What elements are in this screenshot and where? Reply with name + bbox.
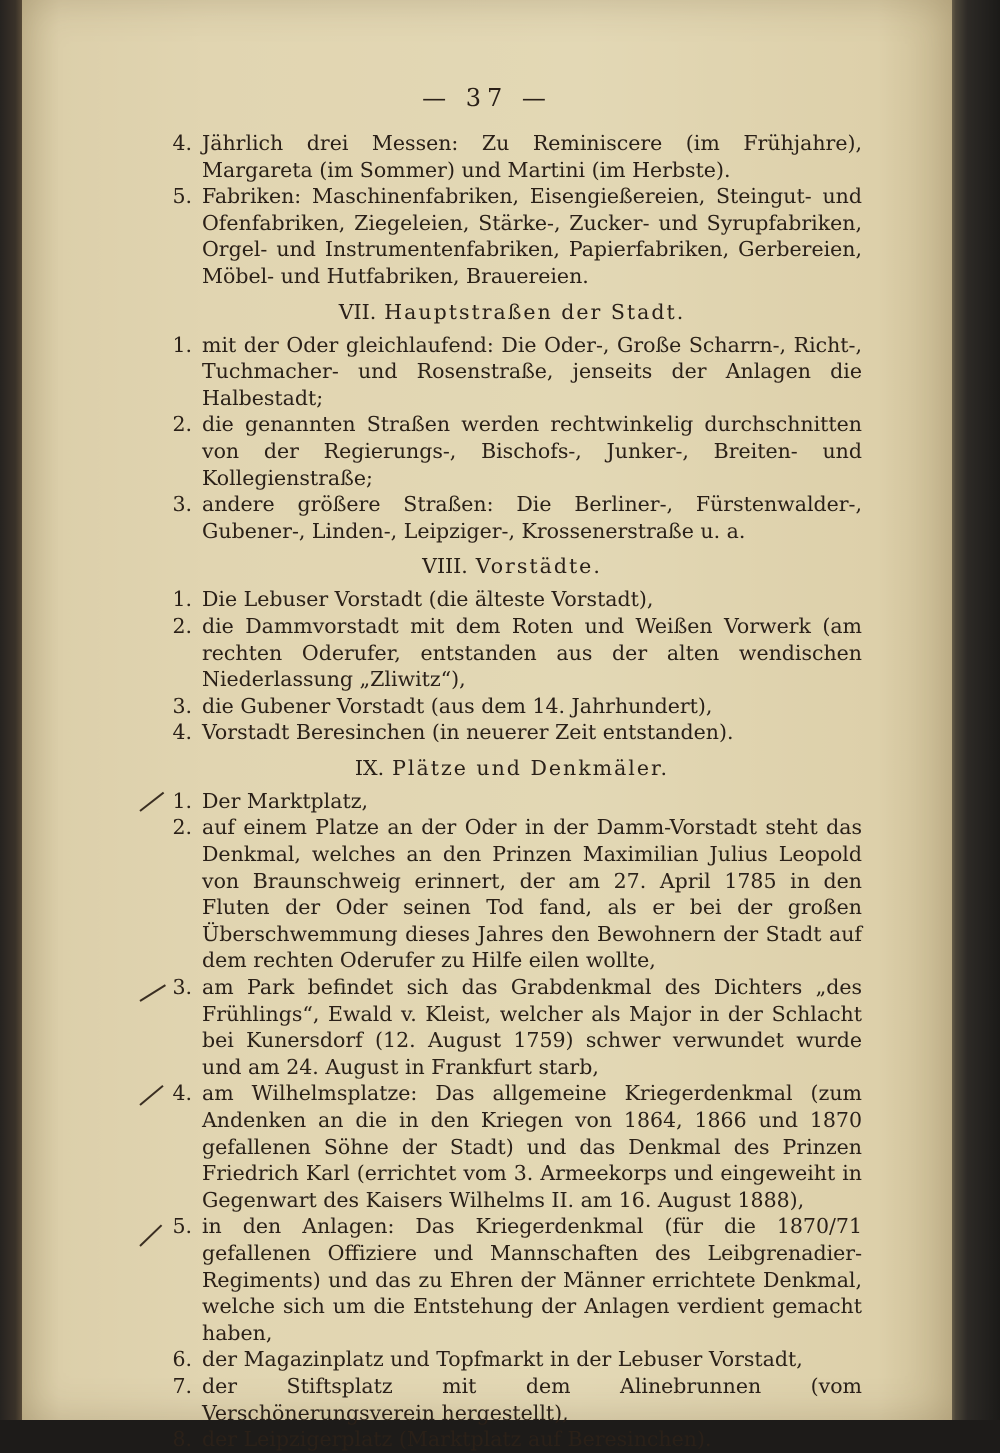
- item-number: 7.: [172, 1373, 192, 1398]
- list-item: [162, 974, 862, 1080]
- item-text: mit der Oder gleichlaufend: Die Oder-, Große Scharrn-, Richt-, Tuchmacher- und Rosenstraße, jenseits der Anlagen die Halbestadt;: [202, 332, 862, 410]
- list-item: [162, 613, 862, 693]
- section-heading: [162, 554, 862, 578]
- section-title: Vorstädte.: [475, 554, 602, 579]
- right-book-edge: [946, 0, 1000, 1420]
- pencil-mark: [139, 792, 164, 812]
- item-number: 3.: [172, 693, 192, 718]
- section-numeral: IX.: [354, 755, 385, 780]
- item-number: 1.: [172, 788, 192, 813]
- item-number: 1.: [172, 332, 192, 357]
- item-text: der Stiftsplatz mit dem Alinebrunnen (vom Verschönerungsverein hergestellt),: [202, 1373, 862, 1425]
- page-number: — 37 —: [422, 84, 552, 112]
- item-text: die Gubener Vorstadt (aus dem 14. Jahrhundert),: [202, 693, 713, 718]
- list-item: [162, 130, 862, 183]
- section-heading: [162, 300, 862, 324]
- item-text: Die Lebuser Vorstadt (die älteste Vorstadt),: [202, 587, 654, 612]
- item-number: 4.: [172, 720, 192, 745]
- item-number: 5.: [172, 184, 192, 209]
- item-text: die Dammvorstadt mit dem Roten und Weißen Vorwerk (am rechten Oderufer, entstanden aus der alten wendischen Niederlassung „Zliwitz“),: [202, 613, 862, 692]
- item-number: 3.: [172, 492, 192, 517]
- item-text: der Leipzigerplatz (Marktplatz auf Beresinchen).: [202, 1427, 712, 1452]
- item-number: 6.: [172, 1347, 192, 1372]
- list-item: [162, 814, 862, 974]
- item-text: Jährlich drei Messen: Zu Reminiscere (im Frühjahre), Margareta (im Sommer) und Martini (im Herbste).: [202, 131, 862, 182]
- list-item: [162, 411, 862, 491]
- list-item: [162, 491, 862, 544]
- pencil-mark: [139, 1225, 162, 1247]
- list-item: [162, 719, 862, 746]
- item-text: Der Marktplatz,: [202, 788, 369, 813]
- item-number: 5.: [172, 1214, 192, 1239]
- item-number: 2.: [172, 412, 192, 437]
- item-number: 3.: [172, 975, 192, 1000]
- item-text: Vorstadt Beresinchen (in neuerer Zeit entstanden).: [202, 720, 734, 745]
- list-item: [162, 1426, 862, 1453]
- item-text: der Magazinplatz und Topfmarkt in der Lebuser Vorstadt,: [202, 1347, 803, 1372]
- list-item: [162, 332, 862, 412]
- section-title: Hauptstraßen der Stadt.: [384, 299, 686, 324]
- list-item: [162, 1213, 862, 1346]
- item-number: 2.: [172, 815, 192, 840]
- section-heading: [162, 756, 862, 780]
- list-item: [162, 183, 862, 289]
- list-item: [162, 1373, 862, 1426]
- item-text: in den Anlagen: Das Kriegerdenkmal (für die 1870/71 gefallenen Offiziere und Mannschaften des Leibgrenadier-Regiments) und das zu Ehren der Männer errichtete Denkmal, welche sich um die Entstehung der Anlagen verdient gemacht haben,: [202, 1214, 862, 1345]
- item-text: die genannten Straßen werden rechtwinkelig durchschnitten von der Regierungs-, Bischofs-, Junker-, Breiten- und Kollegienstraße;: [202, 412, 862, 490]
- item-number: 1.: [172, 587, 192, 612]
- book-page: [22, 0, 952, 1452]
- item-text: andere größere Straßen: Die Berliner-, Fürstenwalder-, Gubener-, Linden-, Leipziger-, Krossenerstraße u. a.: [202, 492, 862, 543]
- list-item: [162, 1346, 862, 1373]
- item-text: am Park befindet sich das Grabdenkmal des Dichters „des Frühlings“, Ewald v. Kleist, welcher als Major in der Schlacht bei Kunersdorf (12. August 1759) schwer verwundet wurde und am 24. August in Frankfurt starb,: [202, 975, 862, 1079]
- page-text: [162, 130, 862, 1453]
- item-number: 2.: [172, 613, 192, 638]
- list-item: [162, 1080, 862, 1213]
- list-item: [162, 586, 862, 613]
- section-title: Plätze und Denkmäler.: [392, 755, 670, 780]
- list-item: [162, 788, 862, 815]
- item-number: 8.: [172, 1427, 192, 1452]
- item-text: am Wilhelmsplatze: Das allgemeine Kriegerdenkmal (zum Andenken an die in den Kriegen von 1864, 1866 und 1870 gefallenen Söhne der Stadt) und das Denkmal des Prinzen Friedrich Karl (errichtet vom 3. Armeekorps und eingeweiht in Gegenwart des Kaisers Wilhelms II. am 16. August 1888),: [202, 1081, 862, 1212]
- item-text: auf einem Platze an der Oder in der Damm-Vorstadt steht das Denkmal, welches an den Prinzen Maximilian Julius Leopold von Braunschweig erinnert, der am 27. April 1785 in den Fluten der Oder seinen Tod fand, als er bei der großen Überschwemmung dieses Jahres den Bewohnern der Stadt auf dem rechten Oderufer zu Hilfe eilen wollte,: [202, 815, 862, 973]
- item-text: Fabriken: Maschinenfabriken, Eisengießereien, Steingut- und Ofenfabriken, Ziegeleien, Stärke-, Zucker- und Syrupfabriken, Orgel- und Instrumentenfabriken, Papierfabriken, Gerbereien, Möbel- und Hutfabriken, Brauereien.: [202, 184, 862, 288]
- section-numeral: VII.: [338, 299, 377, 324]
- item-number: 4.: [172, 1081, 192, 1106]
- pencil-mark: [139, 1085, 163, 1106]
- section-numeral: VIII.: [422, 554, 468, 579]
- item-number: 4.: [172, 131, 192, 155]
- list-item: [162, 693, 862, 720]
